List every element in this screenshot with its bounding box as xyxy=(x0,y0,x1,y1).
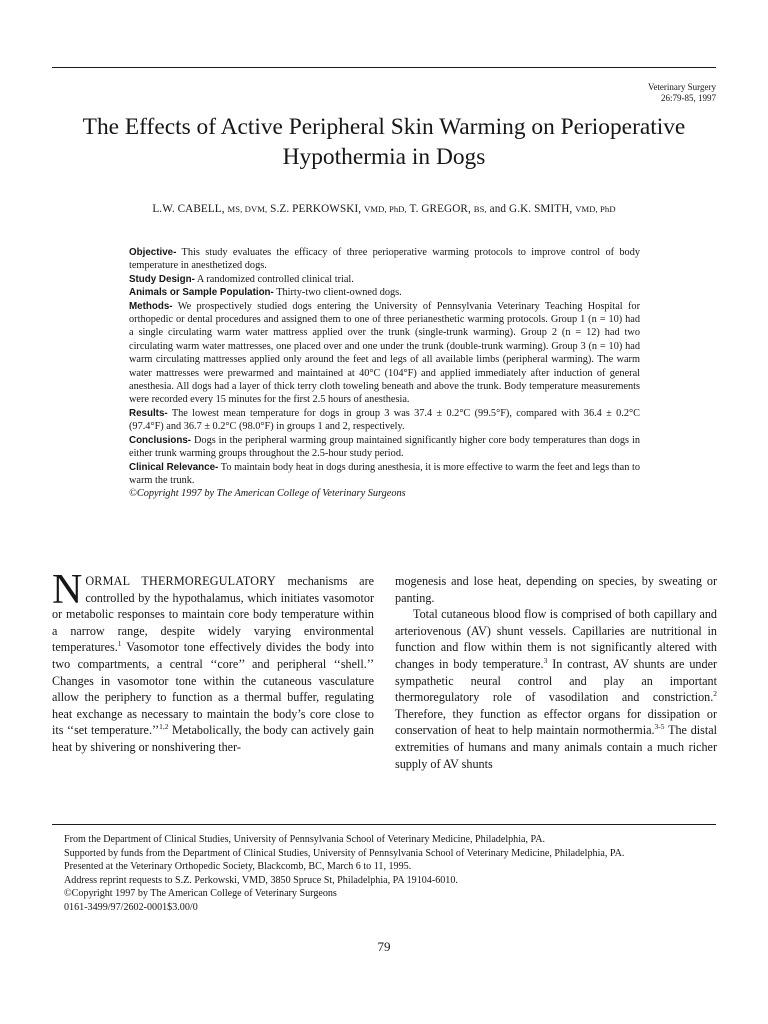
title-line-2: Hypothermia in Dogs xyxy=(282,144,486,170)
reference-superscript: 3 xyxy=(543,655,548,665)
body-text: Therefore, they function as effector organs for dissipation or conservation of heat to help maintain normothermia. xyxy=(395,706,717,738)
abstract-text: A randomized controlled clinical trial. xyxy=(196,273,354,285)
author-name: L.W. CABELL, xyxy=(152,203,225,215)
body-text: mechanisms are controlled by the hypothalamus, which initiates vasomotor or metabolic responses to maintain core body temperature within a narrow range, despite widely varying environmental temperatures. xyxy=(52,574,374,655)
abstract-label: Animals or Sample Population- xyxy=(129,287,274,299)
body-text: In contrast, AV shunts are under sympathetic neural control and play an important thermoregulatory role of vasodilation and constriction. xyxy=(395,656,718,705)
abstract-methods xyxy=(129,300,640,407)
body-text: Total cutaneous blood flow is comprised of both capillary and arteriovenous (AV) shunt vessels. Capillaries are nutritional in function and flow within them is not significantly altered with changes in body temperature. xyxy=(395,607,717,671)
abstract-text: This study evaluates the efficacy of three perioperative warming protocols to improve control of body temperature in anesthetized dogs. xyxy=(129,247,640,272)
drop-cap: N xyxy=(52,567,83,613)
footnote-code: 0161-3499/97/2602-0001$3.00/0 xyxy=(64,901,198,913)
reference-superscript: 3-5 xyxy=(654,722,665,732)
abstract-label: Objective- xyxy=(129,247,177,258)
abstract xyxy=(129,246,640,501)
opening-caps: ORMAL THERMOREGULATORY xyxy=(85,574,276,588)
abstract-label: Results- xyxy=(129,407,168,419)
journal-header xyxy=(648,82,716,104)
body-column-left xyxy=(52,567,375,756)
author-degrees: MS, DVM, xyxy=(227,204,268,214)
footnote-presentation: Presented at the Veterinary Orthopedic Society, Blackcomb, BC, March 6 to 11, 1995. xyxy=(64,861,412,873)
abstract-text: The lowest mean temperature for dogs in group 3 was 37.4 ± 0.2°C (99.5°F), compared with 36.4 ± 0.2°C (97.4°F) and 36.7 ± 0.2°C (98.0°F) in groups 1 and 2, respectively. xyxy=(129,407,640,433)
body-paragraph xyxy=(395,606,717,772)
footnote-rule xyxy=(52,824,716,825)
author-degrees: VMD, PhD xyxy=(575,204,616,214)
abstract-conclusions xyxy=(129,434,640,461)
reference-superscript: 1 xyxy=(117,639,122,649)
abstract-text: Thirty-two client-owned dogs. xyxy=(276,287,402,299)
abstract-label: Clinical Relevance- xyxy=(129,461,219,473)
author-name: T. GREGOR, xyxy=(409,203,471,215)
abstract-animals xyxy=(129,286,640,299)
abstract-results xyxy=(129,407,640,434)
page-number: 79 xyxy=(377,939,391,954)
footnote-funding: Supported by funds from the Department of Clinical Studies, University of Pennsylvania School of Veterinary Medicine, Philadelphia, PA. xyxy=(64,847,625,859)
body-text: The distal extremities of humans and many animals contain a much richer supply of AV shunts xyxy=(395,723,717,771)
abstract-label: Methods- xyxy=(129,300,173,312)
footnotes xyxy=(52,833,716,915)
author-list xyxy=(0,203,768,215)
body-paragraph xyxy=(52,567,375,756)
author-degrees: VMD, PhD, xyxy=(364,204,407,214)
body-text: Metabolically, the body can actively gain heat by shivering or nonshivering ther- xyxy=(52,723,375,754)
reference-superscript: 1,2 xyxy=(159,722,169,732)
abstract-text: Dogs in the peripheral warming group maintained significantly higher core body temperatures than dogs in either trunk warming groups throughout the 2.5-hour study period. xyxy=(129,434,640,460)
author-name: G.K. SMITH, xyxy=(509,203,573,215)
abstract-text: We prospectively studied dogs entering the University of Pennsylvania Veterinary Teaching Hospital for orthopedic or dental procedures and assigned them to one of three perianesthetic warming protocols. Group 1 (n = 10) had a single circulating warm water mattress applied over the trunk (single-trunk warming). Group 2 (n = 12) had two circulating warm water mattresses, one placed over and one under the trunk (double-trunk warming). Group 3 (n = 10) had warm circulating mattresses applied only around the feet and legs of all available limbs (peripheral warming). The warm water mattresses were prewarmed and maintained at 40°C (104°F) and applied immediately after induction of general anesthesia. All dogs had a layer of thick terry cloth toweling beneath and above the trunk. Body temperature measurements were recorded every 15 minutes for the first 2.5 hours of anesthesia. xyxy=(129,300,640,406)
abstract-label: Conclusions- xyxy=(129,434,192,446)
body-text: Vasomotor tone effectively divides the body into two compartments, a central ‘‘core’’ and peripheral ‘‘shell.’’ Changes in vasomotor tone within the cutaneous vasculature allow the periphery to function as a thermal buffer, regulating heat exchange as necessary to maintain the body’s core close to its ‘‘set temperature.’’ xyxy=(52,640,374,738)
reference-superscript: 2 xyxy=(713,689,717,699)
abstract-design xyxy=(129,273,640,286)
abstract-text: To maintain body heat in dogs during anesthesia, it is more effective to warm the feet and legs than to warm the trunk. xyxy=(129,461,641,486)
journal-name: Veterinary Surgery xyxy=(647,82,716,92)
abstract-label: Study Design- xyxy=(129,273,195,285)
abstract-objective xyxy=(129,246,640,273)
body-paragraph: mogenesis and lose heat, depending on species, by sweating or panting. xyxy=(395,574,717,605)
abstract-copyright: ©Copyright 1997 by The American College of Veterinary Surgeons xyxy=(129,488,406,500)
abstract-relevance xyxy=(129,461,640,488)
author-conjunction: and xyxy=(489,203,507,215)
footnote-copyright: ©Copyright 1997 by The American College of Veterinary Surgeons xyxy=(64,888,337,900)
footnote-affiliation: From the Department of Clinical Studies, University of Pennsylvania School of Veterinary Medicine, Philadelphia, PA. xyxy=(64,834,546,845)
top-rule xyxy=(52,67,716,68)
author-degrees: BS, xyxy=(473,204,487,214)
footnote-reprints: Address reprint requests to S.Z. Perkowski, VMD, 3850 Spruce St, Philadelphia, PA 19104-6010. xyxy=(64,874,458,886)
author-name: S.Z. PERKOWSKI, xyxy=(270,203,362,215)
journal-citation: 26:79-85, 1997 xyxy=(661,93,716,103)
title-line-1: The Effects of Active Peripheral Skin Warming on Perioperative xyxy=(82,114,686,140)
article-title xyxy=(30,112,738,172)
body-column-right xyxy=(395,573,717,772)
